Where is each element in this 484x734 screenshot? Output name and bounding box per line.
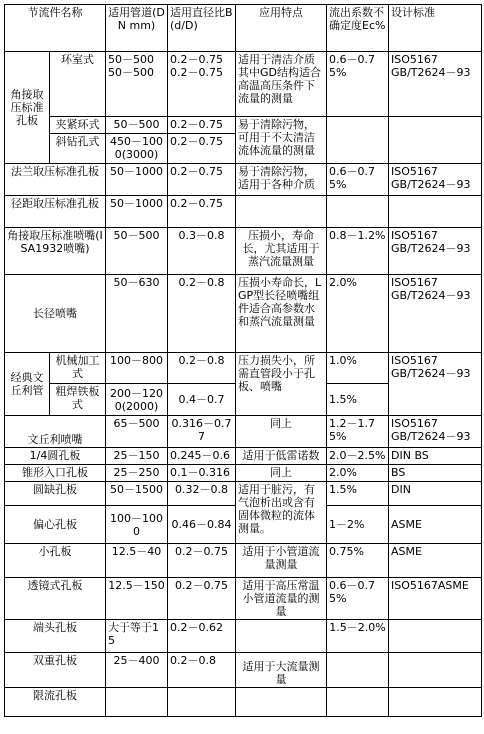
row-std — [389, 653, 482, 688]
row-std — [389, 688, 482, 717]
row-dn: 50－500 — [106, 117, 168, 134]
row-name: 文丘利喷嘴 — [5, 416, 106, 448]
row-dn: 450－1000(3000) — [106, 134, 168, 164]
row-name: 环室式 — [50, 52, 106, 117]
table-row — [5, 544, 482, 578]
row-ratio: 0.2－0.75 — [168, 578, 236, 620]
row-feature: 适用于清洁介质其中GD结构适合高温高压条件下流量的测量 — [236, 52, 327, 117]
row-name: 1/4圆孔板 — [5, 448, 106, 465]
row-feature: 压损小，寿命长，尤其适用于蒸汽流量测量 — [236, 228, 327, 275]
row-coef: 0.6－0.75% — [327, 164, 389, 196]
row-ratio: 0.2－0.62 — [168, 620, 236, 653]
row-std: ISO5167 GB/T2624－93 — [389, 416, 482, 448]
row-ratio: 0.3－0.8 — [168, 228, 236, 275]
header-ratio: 适用直径比B(d/D) — [168, 5, 236, 52]
table-row — [5, 196, 482, 228]
row-dn: 50－1000 — [106, 164, 168, 196]
row-feature: 适用于高压常温小管道流量的测量 — [236, 578, 327, 620]
row-std: ASME — [389, 544, 482, 578]
table-row — [5, 653, 482, 688]
row-coef — [327, 653, 389, 688]
row-ratio: 0.4－0.7 — [168, 384, 236, 416]
row-name: 圆缺孔板 — [5, 482, 106, 506]
table-row — [5, 164, 482, 196]
row-name: 斜钻孔式 — [50, 134, 106, 164]
header-dn: 适用管道(DN mm) — [106, 5, 168, 52]
table-row — [5, 465, 482, 482]
row-std: ASME — [389, 506, 482, 544]
row-coef: 0.6－0.75% — [327, 578, 389, 620]
row-std: ISO5167 GB/T2624－93 — [389, 275, 482, 353]
row-coef — [327, 196, 389, 228]
row-name: 端头孔板 — [5, 620, 106, 653]
row-coef: 1－2% — [327, 506, 389, 544]
row-name: 夹紧环式 — [50, 117, 106, 134]
row-dn: 25－150 — [106, 448, 168, 465]
header-std: 设计标准 — [389, 5, 482, 52]
row-feature: 易于清除污物，适用于各种介质 — [236, 164, 327, 196]
row-coef — [327, 688, 389, 717]
row-feature: 适用于小管道流量测量 — [236, 544, 327, 578]
row-name: 角接取压标准喷嘴(ISA1932喷嘴) — [5, 228, 106, 275]
row-name: 长径喷嘴 — [5, 275, 106, 353]
row-dn: 50－500 — [106, 228, 168, 275]
row-ratio: 0.2－0.8 — [168, 275, 236, 353]
group-corner-tap: 角接取压标准孔板 — [5, 52, 50, 164]
table-row — [5, 52, 482, 117]
row-feature — [236, 688, 327, 717]
row-feature: 适用于大流量测量 — [236, 653, 327, 688]
row-std: DIN BS — [389, 448, 482, 465]
row-coef: 0.6－0.75% — [327, 52, 389, 117]
row-dn: 25－250 — [106, 465, 168, 482]
row-name: 偏心孔板 — [5, 506, 106, 544]
row-feature: 同上 — [236, 416, 327, 448]
row-feature: 压力损失小，所需直管段小于孔板、喷嘴 — [236, 353, 327, 416]
row-ratio: 0.2－0.75 — [168, 196, 236, 228]
row-coef — [327, 117, 389, 164]
row-name: 小孔板 — [5, 544, 106, 578]
throttle-device-table — [4, 4, 482, 717]
row-name: 机械加工式 — [50, 353, 106, 384]
row-dn: 大于等于15 — [106, 620, 168, 653]
row-ratio: 0.316－0.77 — [168, 416, 236, 448]
table-row — [5, 416, 482, 448]
row-ratio: 0.245－0.6 — [168, 448, 236, 465]
row-name: 限流孔板 — [5, 688, 106, 717]
row-coef: 1.5－2.0% — [327, 620, 389, 653]
row-name: 锥形入口孔板 — [5, 465, 106, 482]
row-feature: 适用于低雷诺数 — [236, 448, 327, 465]
row-std: ISO5167 GB/T2624－93 — [389, 52, 482, 117]
table-row — [5, 228, 482, 275]
table-row — [5, 688, 482, 717]
row-std: DIN — [389, 482, 482, 506]
row-dn: 50－500 50－500 — [106, 52, 168, 117]
row-coef: 0.8－1.2% — [327, 228, 389, 275]
row-ratio: 0.2－0.75 — [168, 164, 236, 196]
table-row — [5, 448, 482, 465]
row-name: 双重孔板 — [5, 653, 106, 688]
table-row — [5, 578, 482, 620]
row-ratio: 0.2－0.75 — [168, 134, 236, 164]
header-feature: 应用特点 — [236, 5, 327, 52]
row-ratio: 0.1－0.316 — [168, 465, 236, 482]
row-ratio: 0.2－0.8 — [168, 353, 236, 384]
row-ratio: 0.2－0.8 — [168, 653, 236, 688]
row-coef: 1.2－1.75% — [327, 416, 389, 448]
row-std: ISO5167 GB/T2624－93 — [389, 164, 482, 196]
row-ratio: 0.2－0.75 — [168, 544, 236, 578]
header-coef: 流出系数不确定度Ec% — [327, 5, 389, 52]
row-feature: 压损小寿命长，LGP型长径喷嘴组件适合高参数水和蒸汽流量测量 — [236, 275, 327, 353]
row-dn: 50－630 — [106, 275, 168, 353]
row-dn: 65－500 — [106, 416, 168, 448]
row-name: 粗焊铁板式 — [50, 384, 106, 416]
group-venturi: 经典文丘利管 — [5, 353, 50, 416]
row-feature — [236, 620, 327, 653]
row-dn: 12.5－40 — [106, 544, 168, 578]
table-row — [5, 275, 482, 353]
row-dn: 50－1000 — [106, 196, 168, 228]
row-dn: 12.5－150 — [106, 578, 168, 620]
row-name: 法兰取压标准孔板 — [5, 164, 106, 196]
header-row — [5, 5, 482, 52]
row-ratio — [168, 688, 236, 717]
row-coef: 2.0－2.5% — [327, 448, 389, 465]
table-row — [5, 482, 482, 506]
row-dn: 50－1500 — [106, 482, 168, 506]
row-ratio: 0.2－0.75 0.2－0.75 — [168, 52, 236, 117]
row-std: BS — [389, 465, 482, 482]
row-std — [389, 196, 482, 228]
row-coef: 1.5% — [327, 482, 389, 506]
row-coef: 0.75% — [327, 544, 389, 578]
row-feature: 同上 — [236, 465, 327, 482]
row-dn: 100－1000 — [106, 506, 168, 544]
row-std: ISO5167ASME — [389, 578, 482, 620]
row-name: 透镜式孔板 — [5, 578, 106, 620]
row-coef: 2.0% — [327, 465, 389, 482]
row-ratio: 0.32－0.8 — [168, 482, 236, 506]
row-feature: 易于清除污物，可用于不太清洁流体流量的测量 — [236, 117, 327, 164]
row-feature — [236, 196, 327, 228]
row-ratio: 0.2－0.75 — [168, 117, 236, 134]
row-dn: 200－1200(2000) — [106, 384, 168, 416]
row-dn: 100－800 — [106, 353, 168, 384]
row-feature: 适用于脏污，有气泡析出或含有固体微粒的流体测量。 — [236, 482, 327, 544]
row-dn — [106, 688, 168, 717]
row-coef: 2.0% — [327, 275, 389, 353]
row-name: 径距取压标准孔板 — [5, 196, 106, 228]
row-coef: 1.0% — [327, 353, 389, 384]
row-dn: 25－400 — [106, 653, 168, 688]
table-row — [5, 117, 482, 134]
row-ratio: 0.46－0.84 — [168, 506, 236, 544]
table-row — [5, 620, 482, 653]
row-coef: 1.5% — [327, 384, 389, 416]
header-name: 节流件名称 — [5, 5, 106, 52]
row-std — [389, 117, 482, 164]
row-std: ISO5167 GB/T2624－93 — [389, 228, 482, 275]
row-std — [389, 620, 482, 653]
table-row — [5, 353, 482, 384]
row-std: ISO5167 GB/T2624－93 — [389, 353, 482, 416]
